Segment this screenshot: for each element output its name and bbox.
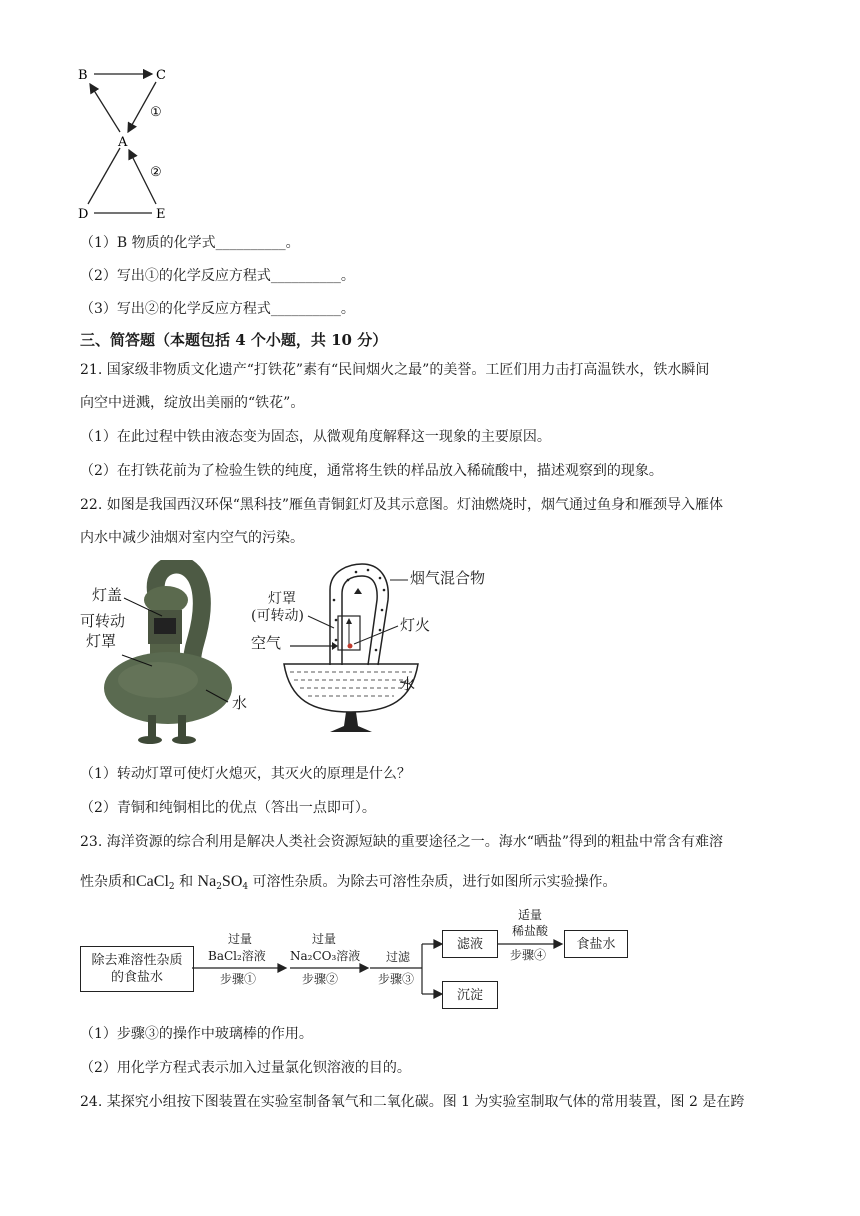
q23-stem-line2: 性杂质和CaCl$_2$ 和 $Na_2SO_4$ 可溶性杂质。为除去可溶性杂质，进行如图所示实验操作。 bbox=[80, 873, 617, 892]
step3-label: 步骤③ bbox=[378, 972, 415, 986]
lamp-schematic bbox=[250, 560, 500, 740]
schematic-label-water: 水 bbox=[400, 675, 416, 693]
q20-sub1: （1）B 物质的化学式__________。 bbox=[80, 235, 300, 251]
schematic-label-shade-1: 灯罩 bbox=[268, 591, 296, 607]
q24-stem-line1: 24. 某探究小组按下图装置在实验室制备氧气和二氧化碳。图 1 为实验室制取气体的常用装置，图 2 是在跨 bbox=[80, 1094, 745, 1110]
step1-reagent-2: BaCl₂溶液 bbox=[208, 949, 266, 963]
schematic-label-flame: 灯火 bbox=[400, 616, 431, 634]
filtrate-box: 滤液 bbox=[442, 930, 498, 958]
step3-op: 过滤 bbox=[386, 950, 411, 964]
photo-label-rotatable-2: 灯罩 bbox=[86, 632, 117, 650]
q21-stem-line2: 向空中迸溅，绽放出美丽的“铁花”。 bbox=[80, 395, 305, 411]
photo-label-rotatable-1: 可转动 bbox=[80, 612, 126, 630]
node-a: A bbox=[118, 135, 128, 150]
step2-reagent-1: 过量 bbox=[312, 932, 337, 946]
step1-label: 步骤① bbox=[220, 972, 257, 986]
node-d: D bbox=[78, 207, 89, 222]
flow-start-box: 除去难溶性杂质 的食盐水 bbox=[80, 946, 194, 992]
reaction-label-1: ① bbox=[150, 105, 162, 120]
step4-label: 步骤④ bbox=[510, 948, 547, 962]
schematic-label-smoke: 烟气混合物 bbox=[410, 569, 486, 587]
q22-sub1: （1）转动灯罩可使灯火熄灭，其灭火的原理是什么？ bbox=[80, 766, 411, 782]
q23-stem-line1: 23. 海洋资源的综合利用是解决人类社会资源短缺的重要途径之一。海水“晒盐”得到的粗盐中常含有难溶 bbox=[80, 834, 724, 850]
step1-reagent-1: 过量 bbox=[228, 932, 253, 946]
q20-sub3: （3）写出②的化学反应方程式__________。 bbox=[80, 301, 355, 317]
salt-water-box: 食盐水 bbox=[564, 930, 628, 958]
node-e: E bbox=[156, 207, 166, 222]
section-3-title: 三、简答题（本题包括 4 个小题，共 10 分） bbox=[80, 331, 388, 349]
step4-reagent-2: 稀盐酸 bbox=[512, 924, 549, 938]
photo-label-lamp-cover: 灯盖 bbox=[92, 586, 123, 604]
q22-sub2: （2）青铜和纯铜相比的优点（答出一点即可）。 bbox=[80, 800, 376, 816]
photo-label-water: 水 bbox=[232, 694, 248, 712]
precipitate-box: 沉淀 bbox=[442, 981, 498, 1009]
q22-stem-line1: 22. 如图是我国西汉环保“黑科技”雁鱼青铜釭灯及其示意图。灯油燃烧时，烟气通过鱼身和雁颈导入雁体 bbox=[80, 497, 724, 513]
node-b: B bbox=[78, 68, 88, 83]
reaction-diagram bbox=[72, 64, 182, 224]
q23-sub2: （2）用化学方程式表示加入过量氯化钡溶液的目的。 bbox=[80, 1060, 411, 1076]
step2-reagent-2: Na₂CO₃溶液 bbox=[290, 949, 361, 963]
reaction-label-2: ② bbox=[150, 165, 162, 180]
line-a-d bbox=[88, 148, 120, 204]
q21-sub1: （1）在此过程中铁由液态变为固态，从微观角度解释这一现象的主要原因。 bbox=[80, 429, 551, 445]
q20-sub2: （2）写出①的化学反应方程式__________。 bbox=[80, 268, 355, 284]
arrow-a-to-b bbox=[90, 84, 120, 132]
step2-label: 步骤② bbox=[302, 972, 339, 986]
schematic-label-air: 空气 bbox=[251, 634, 282, 652]
q21-sub2: （2）在打铁花前为了检验生铁的纯度，通常将生铁的样品放入稀硫酸中，描述观察到的现象。 bbox=[80, 463, 663, 479]
q22-stem-line2: 内水中减少油烟对室内空气的污染。 bbox=[80, 530, 304, 546]
node-c: C bbox=[156, 68, 166, 83]
step4-reagent-1: 适量 bbox=[518, 908, 543, 922]
q21-stem-line1: 21. 国家级非物质文化遗产“打铁花”素有“民间烟火之最”的美誉。工匠们用力击打高温铁水，铁水瞬间 bbox=[80, 362, 710, 378]
q23-sub1: （1）步骤③的操作中玻璃棒的作用。 bbox=[80, 1026, 313, 1042]
schematic-label-shade-2: (可转动) bbox=[251, 608, 304, 624]
